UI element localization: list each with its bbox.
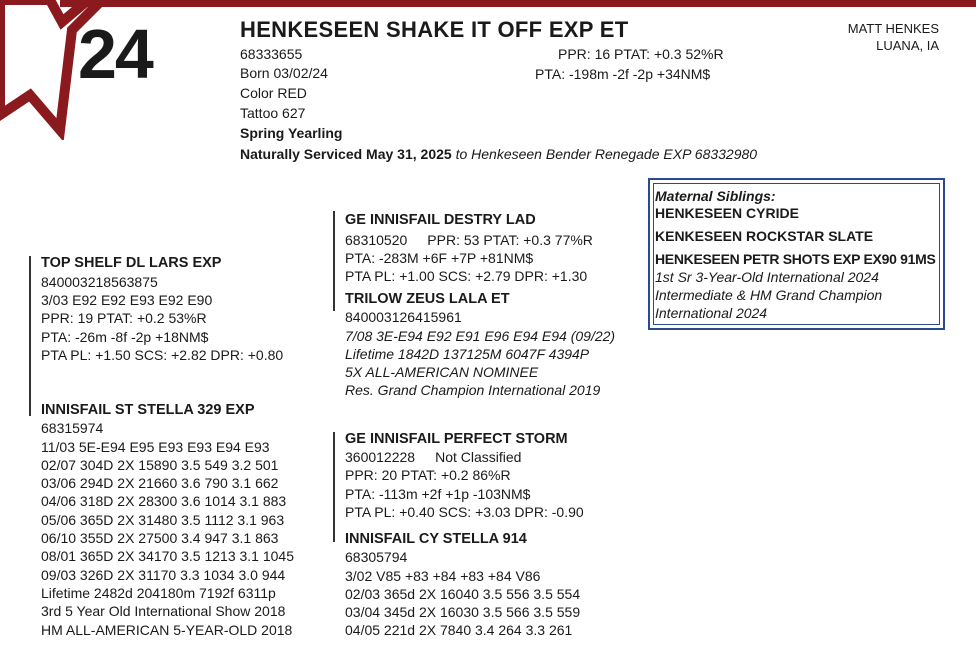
lot-number: 24 [78,15,152,93]
sire-sire-reg-number: 68310520 [345,232,408,248]
sire-pta-pl: PTA PL: +1.50 SCS: +2.82 DPR: +0.80 [41,347,284,363]
dam-reg: 68315974 [41,420,104,437]
dam-record-line: HM ALL-AMERICAN 5-YEAR-OLD 2018 [41,621,293,638]
owner-name: MATT HENKES [847,21,939,36]
dam-dam-record-line: 04/05 221d 2X 7840 3.4 264 3.3 261 [345,622,573,639]
sire-sire-pta-pl: PTA PL: +1.00 SCS: +2.79 DPR: +1.30 [345,268,588,284]
dam-block [41,401,294,639]
tattoo: Tattoo 627 [240,105,306,121]
sire-sire-reg [345,231,593,249]
sire-ppr: PPR: 19 PTAT: +0.2 53%R [41,310,207,326]
owner-block [848,20,939,54]
dam-record-line: Lifetime 2482d 204180m 7192f 6311p [41,584,276,601]
sire-name: TOP SHELF DL LARS EXP [41,255,222,271]
dam-name: INNISFAIL ST STELLA 329 EXP [41,402,255,418]
dam-record [41,438,294,639]
sire-dam-record-line: 5X ALL-AMERICAN NOMINEE [345,364,539,381]
dam-record-line: 02/07 304D 2X 15890 3.5 549 3.2 501 [41,456,279,473]
sire-dam-record [345,327,615,400]
service-date: Naturally Serviced May 31, 2025 [240,146,452,162]
sibling-name: KENKESEEN ROCKSTAR SLATE [655,228,874,244]
service-sire: to Henkeseen Bender Renegade EXP 68332980 [455,146,758,162]
owner-location: LUANA, IA [876,38,939,53]
dam-record-line: 3rd 5 Year Old International Show 2018 [41,603,286,620]
sibling-note: Intermediate & HM Grand Champion [655,287,883,303]
sibling-name: HENKESEEN CYRIDE [655,205,799,221]
color: Color RED [240,85,307,101]
animal-ppr: PPR: 16 PTAT: +0.3 52%R [558,46,724,62]
sire-dam-record-line: Res. Grand Champion International 2019 [345,382,601,399]
sire-pta: PTA: -26m -8f -2p +18NM$ [41,329,209,345]
dam-record-line: 05/06 365D 2X 31480 3.5 1112 3.1 963 [41,511,285,528]
siblings-heading: Maternal Siblings: [655,188,776,204]
sibling-name: HENKESEEN PETR SHOTS EXP EX90 91MS [655,251,936,267]
dam-sire-pta-pl: PTA PL: +0.40 SCS: +3.03 DPR: -0.90 [345,504,584,520]
dam-record-line: 11/03 5E-E94 E95 E93 E93 E94 E93 [41,438,270,455]
sire-sire-ppr: PPR: 53 PTAT: +0.3 77%R [427,232,593,248]
dam-dam-record-line: 02/03 365d 2X 16040 3.5 556 3.5 554 [345,585,581,602]
sire-dam-reg: 840003126415961 [345,309,462,326]
dam-dam-block [345,530,580,640]
class: Spring Yearling [240,125,343,141]
dam-dam-record [345,567,580,640]
dam-record-line: 09/03 326D 2X 31170 3.3 1034 3.0 944 [41,566,286,583]
pedigree-bar-dam-sire [333,432,335,542]
sire-classification: 3/03 E92 E92 E93 E92 E90 [41,292,213,308]
dam-record-line: 06/10 355D 2X 27500 3.4 947 3.1 863 [41,530,279,547]
dam-sire-reg [345,448,521,466]
sire-sire-pta: PTA: -283M +6F +7P +81NM$ [345,250,534,266]
dam-sire-ppr: PPR: 20 PTAT: +0.2 86%R [345,467,511,483]
dam-record-line: 03/06 294D 2X 21660 3.6 790 3.1 662 [41,475,279,492]
dam-dam-record-line: 3/02 V85 +83 +84 +83 +84 V86 [345,567,541,584]
dam-sire-pta: PTA: -113m +2f +1p -103NM$ [345,486,531,502]
sire-dam-name: TRILOW ZEUS LALA ET [345,291,510,307]
dam-dam-reg: 68305794 [345,549,408,566]
top-accent-bar [60,0,976,7]
pedigree-bar-sire [29,256,31,416]
sire-dam-record-line: Lifetime 1842D 137125M 6047F 4394P [345,345,590,362]
dam-record-line: 04/06 318D 2X 28300 3.6 1014 3.1 883 [41,493,287,510]
sire-dam-block [345,290,615,400]
reg-number: 68333655 [240,46,303,62]
dam-dam-name: INNISFAIL CY STELLA 914 [345,531,527,547]
birth-date: Born 03/02/24 [240,65,328,81]
service-info [240,145,757,163]
sire-sire-name: GE INNISFAIL DESTRY LAD [345,212,536,228]
maternal-siblings-box [648,178,945,330]
dam-sire-reg-number: 360012228 [345,449,416,465]
pedigree-bar-sire-sire [333,211,335,311]
animal-pta: PTA: -198m -2f -2p +34NM$ [535,66,711,82]
animal-name: HENKESEEN SHAKE IT OFF EXP ET [240,17,629,42]
sire-reg: 840003218563875 [41,274,158,290]
sire-dam-record-line: 7/08 3E-E94 E92 E91 E96 E94 E94 (09/22) [345,327,616,344]
sibling-note: 1st Sr 3-Year-Old International 2024 [655,269,879,285]
dam-record-line: 08/01 365D 2X 34170 3.5 1213 3.1 1045 [41,548,294,565]
dam-sire-name: GE INNISFAIL PERFECT STORM [345,431,568,447]
dam-sire-status: Not Classified [435,449,522,465]
dam-dam-record-line: 03/04 345d 2X 16030 3.5 566 3.5 559 [345,604,581,621]
sibling-note: International 2024 [655,305,768,321]
